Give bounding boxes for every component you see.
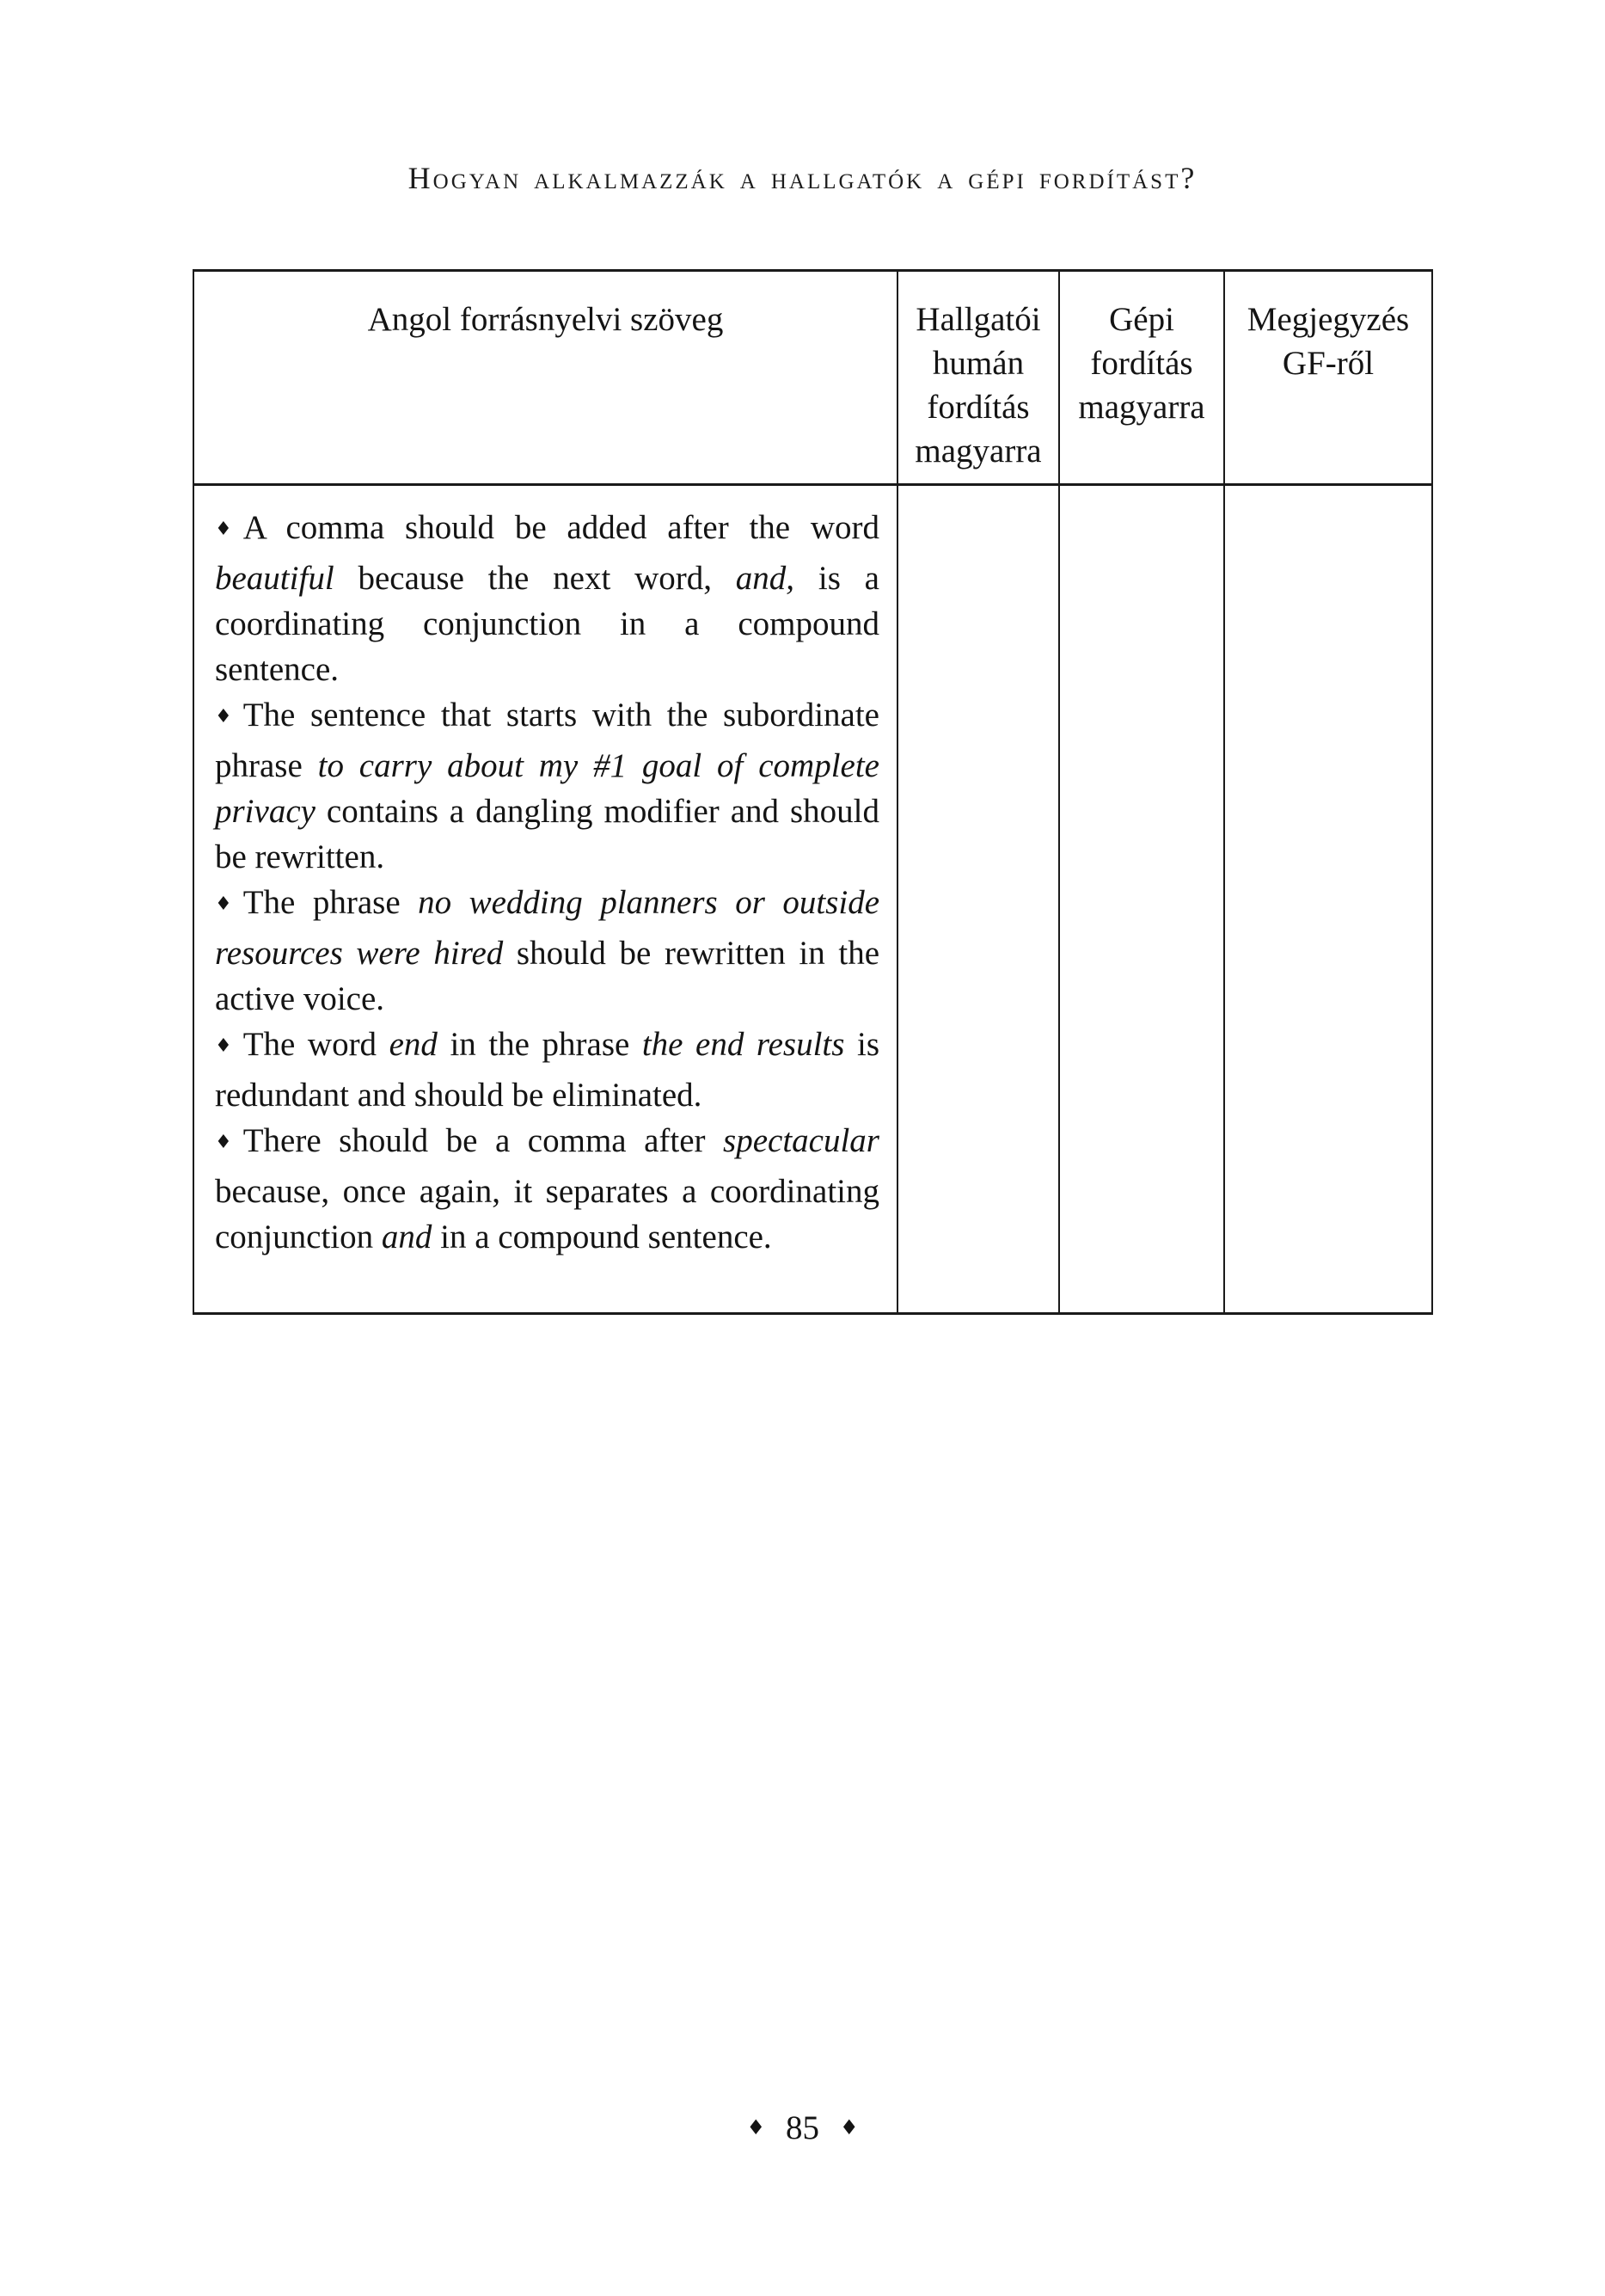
page-number: 85 — [786, 2109, 819, 2146]
source-text-segment: should be rewritten in the active voice. — [215, 935, 880, 1017]
source-text-italic-segment: and — [381, 1219, 432, 1255]
source-text-segment: A comma should be added after the word — [242, 509, 879, 546]
source-text-segment: because the next word, — [334, 560, 736, 597]
source-text-italic-segment: the end results — [641, 1026, 845, 1063]
footer-diamond-left-icon: ♦ — [746, 2115, 765, 2139]
source-text-italic-segment: beautiful — [215, 560, 334, 597]
translation-table — [193, 269, 1433, 1315]
machine-translation-cell — [1060, 486, 1225, 1312]
source-text-italic-segment: spectacular — [723, 1122, 879, 1159]
source-text-segment: is redundant and should be eliminated. — [215, 1026, 880, 1114]
header-machine-translation: Gépi fordítás magyarra — [1060, 272, 1225, 483]
source-text-italic-segment: to carry about my #1 goal of complete privacy — [215, 747, 879, 830]
bullet-diamond-icon: ♦ — [215, 706, 232, 727]
source-text-segment: is a coordinating conjunction in a compound sentence. — [215, 560, 879, 688]
comment-cell — [1225, 486, 1431, 1312]
table-body-row — [194, 486, 1431, 1312]
bullet-item — [215, 1022, 879, 1118]
source-text-cell — [194, 486, 898, 1312]
footer-diamond-right-icon: ♦ — [840, 2115, 859, 2139]
source-text-italic-segment: and, — [735, 560, 795, 597]
source-text-segment: in the phrase — [437, 1026, 642, 1063]
page-footer — [0, 2109, 1605, 2147]
source-text-italic-segment: end — [389, 1026, 438, 1063]
bullet-item — [215, 880, 879, 1022]
human-translation-cell — [898, 486, 1060, 1312]
bullet-item — [215, 505, 879, 692]
header-comment: Megjegyzés GF-ről — [1247, 301, 1410, 382]
header-source-text: Angol forrásnyelvi szöveg — [194, 272, 898, 483]
source-text-segment: The word — [242, 1026, 389, 1063]
bullet-diamond-icon: ♦ — [215, 893, 232, 915]
header-human-translation: Hallgatói humán fordítás magyarra — [898, 272, 1060, 483]
source-text-segment: The phrase — [242, 884, 419, 921]
source-text-segment: in a compound sentence. — [432, 1219, 772, 1255]
table-header-row — [194, 272, 1431, 486]
source-text-segment: There should be a comma after — [242, 1122, 724, 1159]
bullet-item — [215, 1118, 879, 1260]
source-text-italic-segment: no wedding planners or outside resources were hired — [215, 884, 879, 972]
running-head: Hogyan alkalmazzák a hallgatók a gépi fordítást? — [407, 161, 1198, 195]
bullet-item — [215, 692, 879, 880]
bullet-diamond-icon: ♦ — [215, 519, 232, 540]
bullet-diamond-icon: ♦ — [215, 1035, 232, 1057]
source-text-segment: because, once again, it separates a coordinating conjunction — [215, 1173, 879, 1255]
source-text-segment: The sentence that starts with the subordinate phrase — [215, 697, 879, 784]
bullet-diamond-icon: ♦ — [215, 1132, 232, 1153]
source-text-segment: contains a dangling modifier and should be rewritten. — [215, 793, 879, 875]
